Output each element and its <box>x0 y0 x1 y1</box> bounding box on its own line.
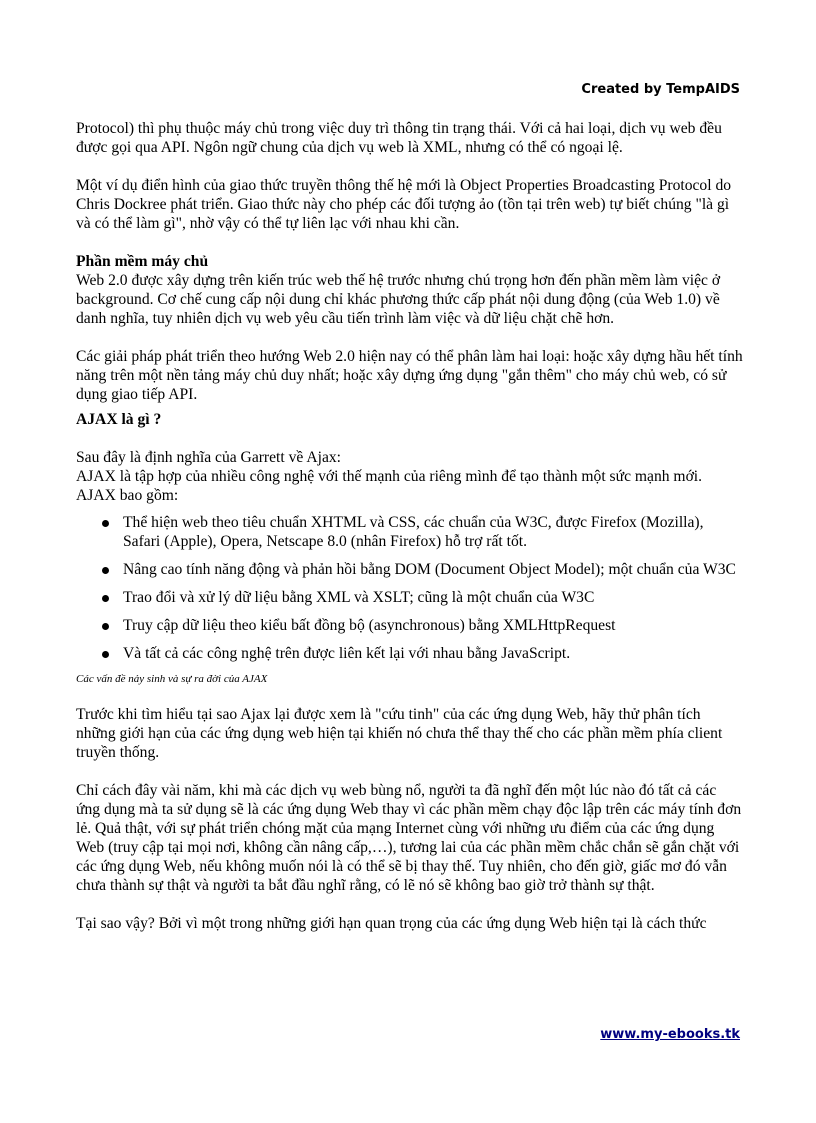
header-credit: Created by TempAIDS <box>581 82 740 97</box>
bullet-icon <box>102 520 109 527</box>
list-item: Trao đổi và xử lý dữ liệu bằng XML và XSLT; cũng là một chuẩn của W3C <box>123 588 744 607</box>
bullet-icon <box>102 567 109 574</box>
page-content <box>76 119 744 933</box>
heading-server-software: Phần mềm máy chủ <box>76 253 209 270</box>
paragraph-protocol: Protocol) thì phụ thuộc máy chủ trong việc duy trì thông tin trạng thái. Với cả hai loại, dịch vụ web đều được gọi qua API. Ngôn ngữ chung của dịch vụ web là XML, nhưng có thể có ngoại lệ. <box>76 120 722 156</box>
paragraph-ajax-savior: Trước khi tìm hiểu tại sao Ajax lại được xem là "cứu tinh" của các ứng dụng Web, hãy thử phân tích những giới hạn của các ứng dụng web hiện tại khiến nó chưa thể thay thế cho các phần mềm phía client truyền thống. <box>76 706 723 761</box>
paragraph-ajax-definition: AJAX là tập hợp của nhiều công nghệ với thế mạnh của riêng mình để tạo thành một sức mạnh mới. AJAX bao gồm: <box>76 468 703 504</box>
list-item: Nâng cao tính năng động và phản hồi bằng DOM (Document Object Model); một chuẩn của W3C <box>123 560 744 579</box>
paragraph-garrett-definition: Sau đây là định nghĩa của Garrett về Ajax: <box>76 449 342 466</box>
list-item: Truy cập dữ liệu theo kiểu bất đồng bộ (asynchronous) bằng XMLHttpRequest <box>123 616 744 635</box>
paragraph-web20-solutions: Các giải pháp phát triển theo hướng Web 2.0 hiện nay có thể phân làm hai loại: hoặc xây dựng hầu hết tính năng trên một nền tảng máy chủ duy nhất; hoặc xây dựng ứng dụng "gắn thêm" cho máy chủ web, có sử dụng giao tiếp API. <box>76 348 743 403</box>
list-item: Và tất cả các công nghệ trên được liên kết lại với nhau bằng JavaScript. <box>123 644 744 663</box>
bullet-icon <box>102 651 109 658</box>
heading-what-is-ajax: AJAX là gì ? <box>76 411 162 428</box>
ajax-components-list <box>76 513 744 663</box>
bullet-icon <box>102 623 109 630</box>
paragraph-opbp: Một ví dụ điển hình của giao thức truyền thông thế hệ mới là Object Properties Broadcasting Protocol do Chris Dockree phát triển. Giao thức này cho phép các đối tượng ảo (tồn tại trên web) tự biết chúng "là gì và có thể làm gì", nhờ vậy có thể tự liên lạc với nhau khi cần. <box>76 177 732 232</box>
footer-link[interactable]: www.my-ebooks.tk <box>600 1027 740 1042</box>
paragraph-why: Tại sao vậy? Bởi vì một trong những giới hạn quan trọng của các ứng dụng Web hiện tại là cách thức <box>76 915 707 932</box>
bullet-icon <box>102 595 109 602</box>
paragraph-web20-architecture: Web 2.0 được xây dựng trên kiến trúc web thế hệ trước nhưng chú trọng hơn đến phần mềm làm việc ở background. Cơ chế cung cấp nội dung chỉ khác phương thức cấp phát nội dung động (của Web 1.0) về danh nghĩa, tuy nhiên dịch vụ web yêu cầu tiến trình làm việc và dữ liệu chặt chẽ hơn. <box>76 272 721 327</box>
section-caption: Các vấn đề nảy sinh và sự ra đời của AJAX <box>76 673 268 685</box>
list-item: Thể hiện web theo tiêu chuẩn XHTML và CSS, các chuẩn của W3C, được Firefox (Mozilla), Safari (Apple), Opera, Netscape 8.0 (nhân Firefox) hỗ trợ rất tốt. <box>123 513 744 551</box>
paragraph-web-apps-history: Chỉ cách đây vài năm, khi mà các dịch vụ web bùng nổ, người ta đã nghĩ đến một lúc nào đó tất cả các ứng dụng mà ta sử dụng sẽ là các ứng dụng Web thay vì các phần mềm chạy độc lập trên các máy tính đơn lẻ. Quả thật, với sự phát triển chóng mặt của mạng Internet cùng với những ưu điểm của các ứng dụng Web (truy cập tại mọi nơi, không cần nâng cấp,…), tương lai của các phần mềm chắc chắn sẽ gắn chặt với các ứng dụng Web, nếu không muốn nói là có thể sẽ bị thay thế. Tuy nhiên, cho đến giờ, giấc mơ đó vẫn chưa thành sự thật và người ta bắt đầu nghĩ rằng, có lẽ nó sẽ không bao giờ trở thành sự thật. <box>76 782 742 894</box>
